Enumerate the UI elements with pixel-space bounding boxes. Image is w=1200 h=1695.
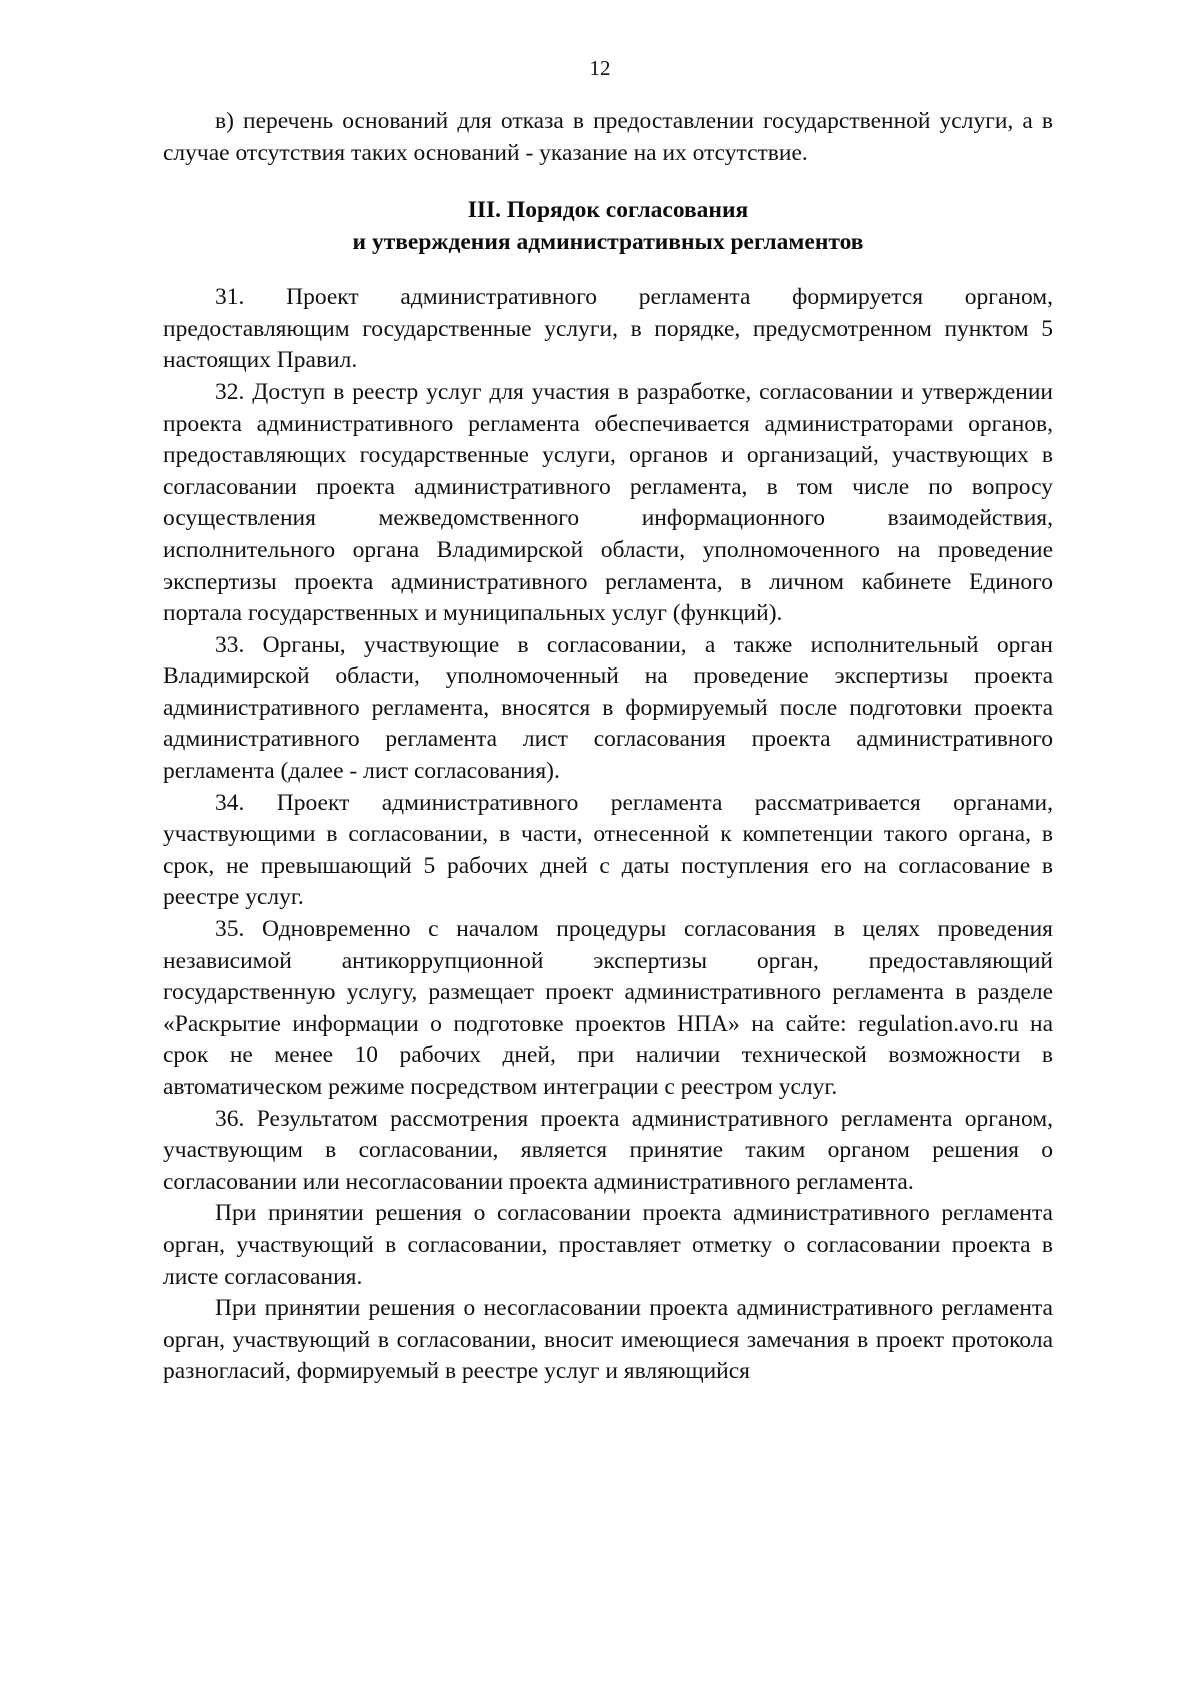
page-content xyxy=(163,106,1053,1388)
section-heading-line-2: и утверждения административных регламентов xyxy=(352,228,864,255)
paragraph-32: 32. Доступ в реестр услуг для участия в разработке, согласовании и утверждении проекта административного регламента обеспечивается администраторами органов, предоставляющих государственные услуги, органов и организаций, участвующих в согласовании проекта административного регламента, в том числе по вопросу осуществления межведомственного информационного взаимодействия, исполнительного органа Владимирской области, уполномоченного на проведение экспертизы проекта административного регламента, в личном кабинете Единого портала государственных и муниципальных услуг (функций). xyxy=(163,378,1053,627)
section-heading xyxy=(163,195,1053,258)
section-heading-line-1: III. Порядок согласования xyxy=(467,197,749,224)
paragraph-36: 36. Результатом рассмотрения проекта административного регламента органом, участвующим в согласовании, является принятие таким органом решения о согласовании или несогласовании проекта административного регламента. xyxy=(163,1105,1053,1195)
paragraph-37: При принятии решения о согласовании проекта административного регламента орган, участвующий в согласовании, проставляет отметку о согласовании проекта в листе согласования. xyxy=(163,1200,1053,1290)
page-number: 12 xyxy=(589,56,611,80)
paragraph-intro-v: в) перечень оснований для отказа в предоставлении государственной услуги, а в случае отсутствия таких оснований - указание на их отсутствие. xyxy=(163,108,1053,166)
paragraph-35: 35. Одновременно с началом процедуры согласования в целях проведения независимой антикоррупционной экспертизы орган, предоставляющий государственную услугу, размещает проект административного регламента в разделе «Раскрытие информации о подготовке проектов НПА» на сайте: regulation.avo.ru на срок не менее 10 рабочих дней, при наличии технической возможности в автоматическом режиме посредством интеграции с реестром услуг. xyxy=(163,916,1053,1100)
paragraph-34: 34. Проект административного регламента рассматривается органами, участвующими в согласовании, в части, отнесенной к компетенции такого органа, в срок, не превышающий 5 рабочих дней с даты поступления его на согласование в реестре услуг. xyxy=(163,789,1053,911)
paragraph-33: 33. Органы, участвующие в согласовании, а также исполнительный орган Владимирской области, уполномоченный на проведение экспертизы проекта административного регламента, вносятся в формируемый после подготовки проекта административного регламента лист согласования проекта административного регламента (далее - лист согласования). xyxy=(163,631,1053,785)
paragraph-38: При принятии решения о несогласовании проекта административного регламента орган, участвующий в согласовании, вносит имеющиеся замечания в проект протокола разногласий, формируемый в реестре услуг и являющийся xyxy=(163,1295,1053,1385)
paragraph-31: 31. Проект административного регламента формируется органом, предоставляющим государственные услуги, в порядке, предусмотренном пунктом 5 настоящих Правил. xyxy=(163,284,1053,374)
